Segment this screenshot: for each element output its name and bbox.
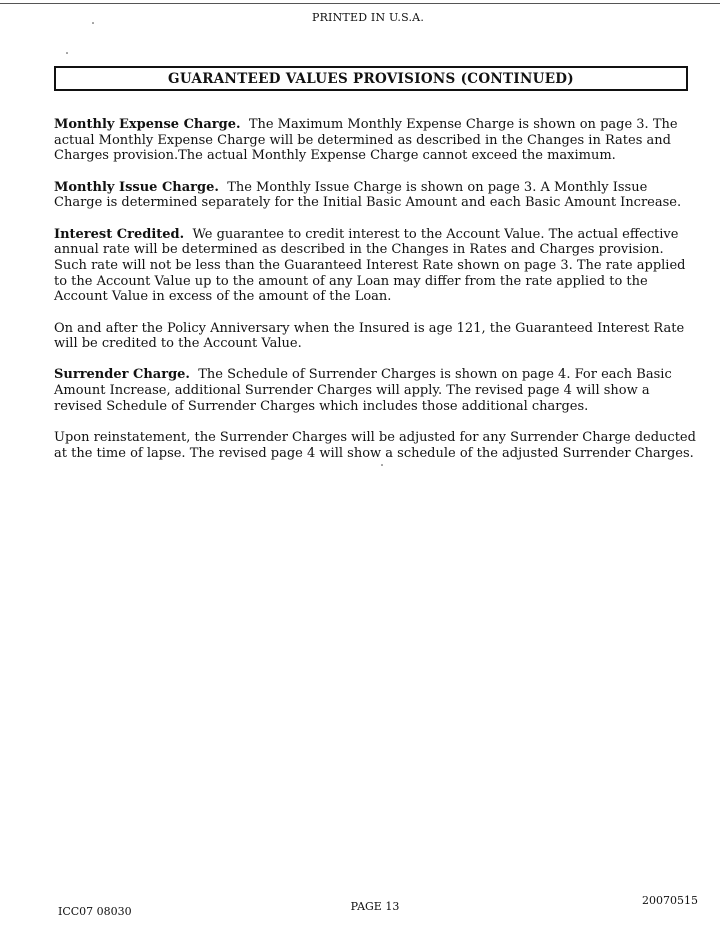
paragraph-text: The Maximum Monthly Expense Charge is shown on page 3. The actual Monthly Expense Charge will be determined as described in the Changes in Rates and Charges provision.The actual Monthly Expense Charge cannot exceed the maximum. (54, 117, 678, 164)
scan-speck (92, 22, 94, 24)
paragraph-text: The Monthly Issue Charge is shown on page 3. A Monthly Issue Charge is determined separately for the Initial Basic Amount and each Basic Amount Increase. (54, 179, 682, 211)
paragraph-text: On and after the Policy Anniversary when the Insured is age 121, the Guaranteed Interest Rate will be credited to the Account Value. (54, 320, 685, 352)
paragraph-heading: Monthly Issue Charge. (54, 179, 219, 195)
scan-speck (66, 52, 68, 54)
paragraph-heading: Surrender Charge. (54, 367, 190, 383)
paragraph-text: Upon reinstatement, the Surrender Charges will be adjusted for any Surrender Charge deducted at the time of lapse. The revised page 4 will show a schedule of the adjusted Surrender Charges. (54, 430, 696, 461)
paragraph-surrender-charge (54, 367, 696, 414)
paragraph-text: We guarantee to credit interest to the Account Value. The actual effective annual rate will be determined as described in the Changes in Rates and Charges provision. Such rate will not be less than the Guaranteed Interest Rate shown on page 3. The rate applied to the Account Value up to the amount of any Loan may differ from the rate applied to the Account Value in excess of the amount of the Loan. (54, 226, 686, 305)
scan-speck (381, 464, 383, 466)
section-title: GUARANTEED VALUES PROVISIONS (CONTINUED) (168, 70, 574, 87)
paragraph-reinstatement (54, 430, 696, 461)
paragraph-heading: Interest Credited. (54, 226, 185, 242)
paragraph-interest-age-121 (54, 321, 696, 352)
page-number: PAGE 13 (350, 900, 400, 913)
document-body (54, 117, 696, 477)
date-code: 20070515 (642, 894, 698, 907)
section-title-box (54, 66, 688, 91)
paragraph-monthly-expense-charge (54, 117, 696, 164)
paragraph-heading: Monthly Expense Charge. (54, 117, 241, 132)
paragraph-text: The Schedule of Surrender Charges is shown on page 4. For each Basic Amount Increase, additional Surrender Charges will apply. The revised page 4 will show a revised Schedule of Surrender Charges which includes those additional charges. (54, 367, 672, 414)
paragraph-monthly-issue-charge (54, 180, 696, 211)
paragraph-interest-credited (54, 227, 696, 306)
printed-in-label: PRINTED IN U.S.A. (311, 11, 425, 24)
top-rule (0, 3, 720, 4)
form-id: ICC07 08030 (58, 905, 132, 918)
